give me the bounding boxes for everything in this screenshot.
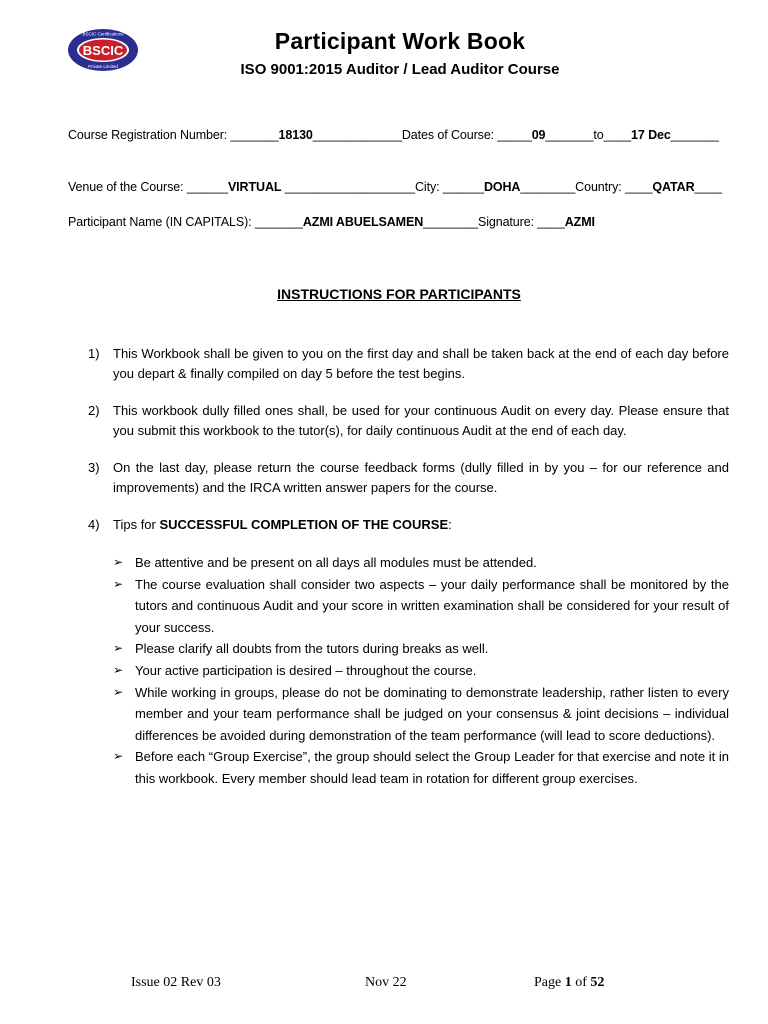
tips-list bbox=[113, 552, 729, 790]
tip-text: Be attentive and be present on all days all modules must be attended. bbox=[135, 555, 537, 570]
instruction-number: 1) bbox=[88, 346, 100, 361]
page-prefix: Page bbox=[534, 975, 565, 990]
footer-date: Nov 22 bbox=[365, 975, 407, 990]
instructions-heading: INSTRUCTIONS FOR PARTICIPANTS bbox=[277, 286, 521, 302]
country-tail: ____ bbox=[694, 180, 722, 194]
page-subtitle: ISO 9001:2015 Auditor / Lead Auditor Course bbox=[240, 61, 560, 78]
footer-page-number bbox=[534, 975, 604, 991]
dates-label: _____________Dates of Course: _____ bbox=[312, 128, 532, 142]
date-to-label: _______to____ bbox=[545, 128, 632, 142]
city-label: ___________________City: ______ bbox=[281, 180, 484, 194]
tip-item bbox=[113, 552, 729, 574]
tip-item bbox=[113, 574, 729, 639]
venue-label: Venue of the Course: ______ bbox=[68, 180, 228, 194]
instruction-text: This workbook dully filled ones shall, be used for your continuous Audit on every day. Please ensure that you submit this workbook to the tutor(s), for daily continuous Audit at the end of each day. bbox=[113, 403, 729, 438]
registration-label: Course Registration Number: _______ bbox=[68, 128, 279, 142]
signature-value: AZMI bbox=[564, 215, 595, 229]
instruction-number: 2) bbox=[88, 403, 100, 418]
arrowhead-bullet-icon: ➢ bbox=[113, 662, 124, 677]
country-value: QATAR bbox=[652, 180, 695, 194]
footer-issue: Issue 02 Rev 03 bbox=[131, 975, 221, 990]
tips-emphasis: SUCCESSFUL COMPLETION OF THE COURSE bbox=[159, 517, 449, 532]
svg-text:BSCIC Certifications: BSCIC Certifications bbox=[82, 31, 124, 37]
instruction-text bbox=[113, 515, 729, 535]
participant-line bbox=[68, 215, 595, 229]
page-current: 1 bbox=[564, 975, 572, 990]
instruction-text: On the last day, please return the course feedback forms (dully filled in by you – for our reference and improvements) and the IRCA written answer papers for the course. bbox=[113, 460, 729, 495]
signature-label: ________Signature: ____ bbox=[423, 215, 565, 229]
city-value: DOHA bbox=[483, 180, 521, 194]
tip-text: The course evaluation shall consider two aspects – your daily performance shall be monitored by the tutors and continuous Audit and your score in written examination shall be considered for your result of your success. bbox=[135, 576, 729, 635]
tip-item bbox=[113, 746, 729, 789]
page-total: 52 bbox=[590, 975, 605, 990]
date-from: 09 bbox=[531, 128, 546, 142]
arrowhead-bullet-icon: ➢ bbox=[113, 749, 124, 764]
tips-suffix: : bbox=[448, 517, 452, 532]
date-to: 17 Dec bbox=[631, 128, 671, 142]
svg-text:BSCIC: BSCIC bbox=[82, 43, 124, 58]
instruction-text: This Workbook shall be given to you on the first day and shall be taken back at the end of each day before you depart & finally compiled on day 5 before the test begins. bbox=[113, 346, 729, 381]
bscic-logo-graphic bbox=[67, 28, 139, 72]
tip-text: Before each “Group Exercise”, the group should select the Group Leader for that exercise and note it in this workbook. Every member should lead team in rotation for different group exercises. bbox=[135, 749, 729, 786]
tips-prefix: Tips for bbox=[113, 517, 160, 532]
country-label: ________Country: ____ bbox=[520, 180, 653, 194]
arrowhead-bullet-icon: ➢ bbox=[113, 576, 124, 591]
participant-name: AZMI ABUELSAMEN bbox=[302, 215, 424, 229]
page-of: of bbox=[571, 975, 591, 990]
registration-number: 18130 bbox=[278, 128, 313, 142]
svg-text:Private Limited: Private Limited bbox=[88, 64, 118, 69]
tip-text: Your active participation is desired – throughout the course. bbox=[135, 662, 477, 678]
tip-item bbox=[113, 638, 729, 660]
venue-value: VIRTUAL bbox=[227, 180, 282, 194]
tip-item bbox=[113, 660, 729, 682]
registration-line bbox=[68, 128, 719, 142]
venue-line bbox=[68, 180, 722, 194]
tip-item bbox=[113, 682, 729, 747]
page-title: Participant Work Book bbox=[274, 28, 526, 54]
instruction-number: 4) bbox=[88, 517, 100, 532]
bscic-logo bbox=[67, 28, 139, 72]
arrowhead-bullet-icon: ➢ bbox=[113, 555, 124, 569]
arrowhead-bullet-icon: ➢ bbox=[113, 641, 124, 656]
tip-text: While working in groups, please do not be dominating to demonstrate leadership, rather listen to every member and your team performance shall be judged on your consensus & joint decisions – individual differences be avoided during demonstration of the team performance (will lead to score deductions). bbox=[135, 684, 729, 743]
tip-text: Please clarify all doubts from the tutors during breaks as well. bbox=[135, 641, 489, 657]
instruction-number: 3) bbox=[88, 460, 100, 475]
date-tail: _______ bbox=[670, 128, 719, 142]
participant-label: Participant Name (IN CAPITALS): _______ bbox=[68, 215, 303, 229]
arrowhead-bullet-icon: ➢ bbox=[113, 684, 124, 699]
